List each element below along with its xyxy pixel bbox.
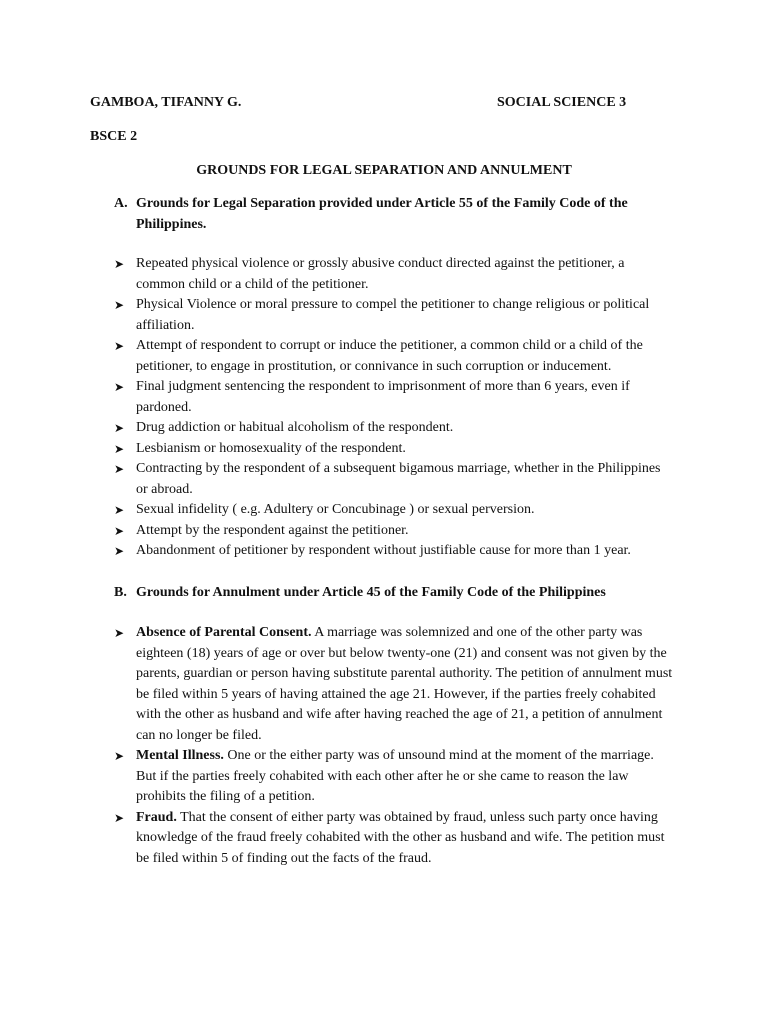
- list-item: [114, 295, 674, 336]
- list-item-text: Final judgment sentencing the respondent to imprisonment of more than 6 years, even if pardoned.: [136, 379, 630, 415]
- ground-description: A marriage was solemnized and one of the other party was eighteen (18) years of age or over but below twenty-one (21) and consent was not given by the parents, guardian or person having substitute parental authority. The petition of annulment must be filed within 5 years of having attained the age 21. However, if the parties freely cohabited with the other as husband and wife after having reached the age of 21, a petition of annulment can no longer be filed.: [136, 625, 673, 743]
- list-item: [114, 254, 674, 295]
- list-item: [114, 418, 674, 439]
- arrowhead-bullet-icon: ➤: [114, 544, 125, 558]
- arrowhead-bullet-icon: ➤: [114, 380, 125, 394]
- arrowhead-bullet-icon: ➤: [114, 626, 125, 640]
- list-item: [114, 541, 674, 562]
- arrowhead-bullet-icon: ➤: [114, 523, 125, 538]
- arrowhead-bullet-icon: ➤: [114, 503, 125, 517]
- ground-term: Fraud.: [136, 809, 177, 825]
- section-a-heading-text: Grounds for Legal Separation provided under Article 55 of the Family Code of the Philippines.: [136, 196, 628, 232]
- list-item: [114, 623, 674, 746]
- arrowhead-bullet-icon: ➤: [114, 339, 125, 353]
- subject-label: SOCIAL SCIENCE 3: [497, 95, 627, 110]
- section-b-heading-text: Grounds for Annulment under Article 45 of the Family Code of the Philippines: [136, 585, 606, 600]
- list-item-text: Lesbianism or homosexuality of the respondent.: [136, 440, 406, 456]
- ground-description: That the consent of either party was obtained by fraud, unless such party once having knowledge of the fraud freely cohabited with the other as husband and wife. The petition must be filed within 5 of finding out the facts of the fraud.: [136, 809, 665, 866]
- list-item-text: Attempt by the respondent against the petitioner.: [136, 522, 409, 538]
- ground-term: Absence of Parental Consent.: [136, 625, 312, 640]
- list-item: [114, 459, 674, 500]
- header-row: [90, 94, 650, 112]
- list-item-text: Contracting by the respondent of a subsequent bigamous marriage, whether in the Philippines or abroad.: [136, 461, 661, 497]
- document-title: GROUNDS FOR LEGAL SEPARATION AND ANNULMENT: [196, 163, 572, 178]
- section-b-heading: [114, 582, 674, 603]
- section-a-letter: A.: [114, 196, 128, 211]
- list-item-text: Drug addiction or habitual alcoholism of the respondent.: [136, 420, 454, 435]
- list-item: [114, 808, 674, 870]
- arrowhead-bullet-icon: ➤: [114, 421, 125, 435]
- annulment-grounds-list: [114, 623, 674, 869]
- student-name: GAMBOA, TIFANNY G.: [90, 95, 242, 110]
- arrowhead-bullet-icon: ➤: [114, 749, 125, 763]
- list-item: [114, 377, 674, 418]
- list-item: [114, 439, 674, 460]
- arrowhead-bullet-icon: ➤: [114, 462, 125, 476]
- list-item: [114, 500, 674, 521]
- list-item-text: Sexual infidelity ( e.g. Adultery or Concubinage ) or sexual perversion.: [136, 502, 535, 517]
- legal-separation-grounds-list: [114, 254, 674, 562]
- section-b-letter: B.: [114, 585, 127, 600]
- list-item-text: Abandonment of petitioner by respondent without justifiable cause for more than 1 year.: [136, 543, 631, 558]
- list-item-text: Repeated physical violence or grossly abusive conduct directed against the petitioner, a common child or a child of the petitioner.: [136, 256, 625, 292]
- list-item-text: Physical Violence or moral pressure to compel the petitioner to change religious or political affiliation.: [136, 297, 650, 333]
- list-item-text: Attempt of respondent to corrupt or induce the petitioner, a common child or a child of the petitioner, to engage in prostitution, or connivance in such corruption or inducement.: [136, 338, 643, 374]
- arrowhead-bullet-icon: ➤: [114, 257, 125, 271]
- section-a-heading: [114, 193, 674, 235]
- arrowhead-bullet-icon: ➤: [114, 810, 125, 825]
- list-item: [114, 521, 674, 542]
- arrowhead-bullet-icon: ➤: [114, 441, 125, 456]
- course-label: BSCE 2: [90, 129, 138, 144]
- arrowhead-bullet-icon: ➤: [114, 298, 125, 312]
- list-item: [114, 746, 674, 808]
- ground-description: One or the either party was of unsound mind at the moment of the marriage. But if the parties freely cohabited with each other after he or she came to reason the law prohibits the filing of a petition.: [136, 748, 654, 804]
- ground-term: Mental Illness.: [136, 748, 224, 763]
- list-item: [114, 336, 674, 377]
